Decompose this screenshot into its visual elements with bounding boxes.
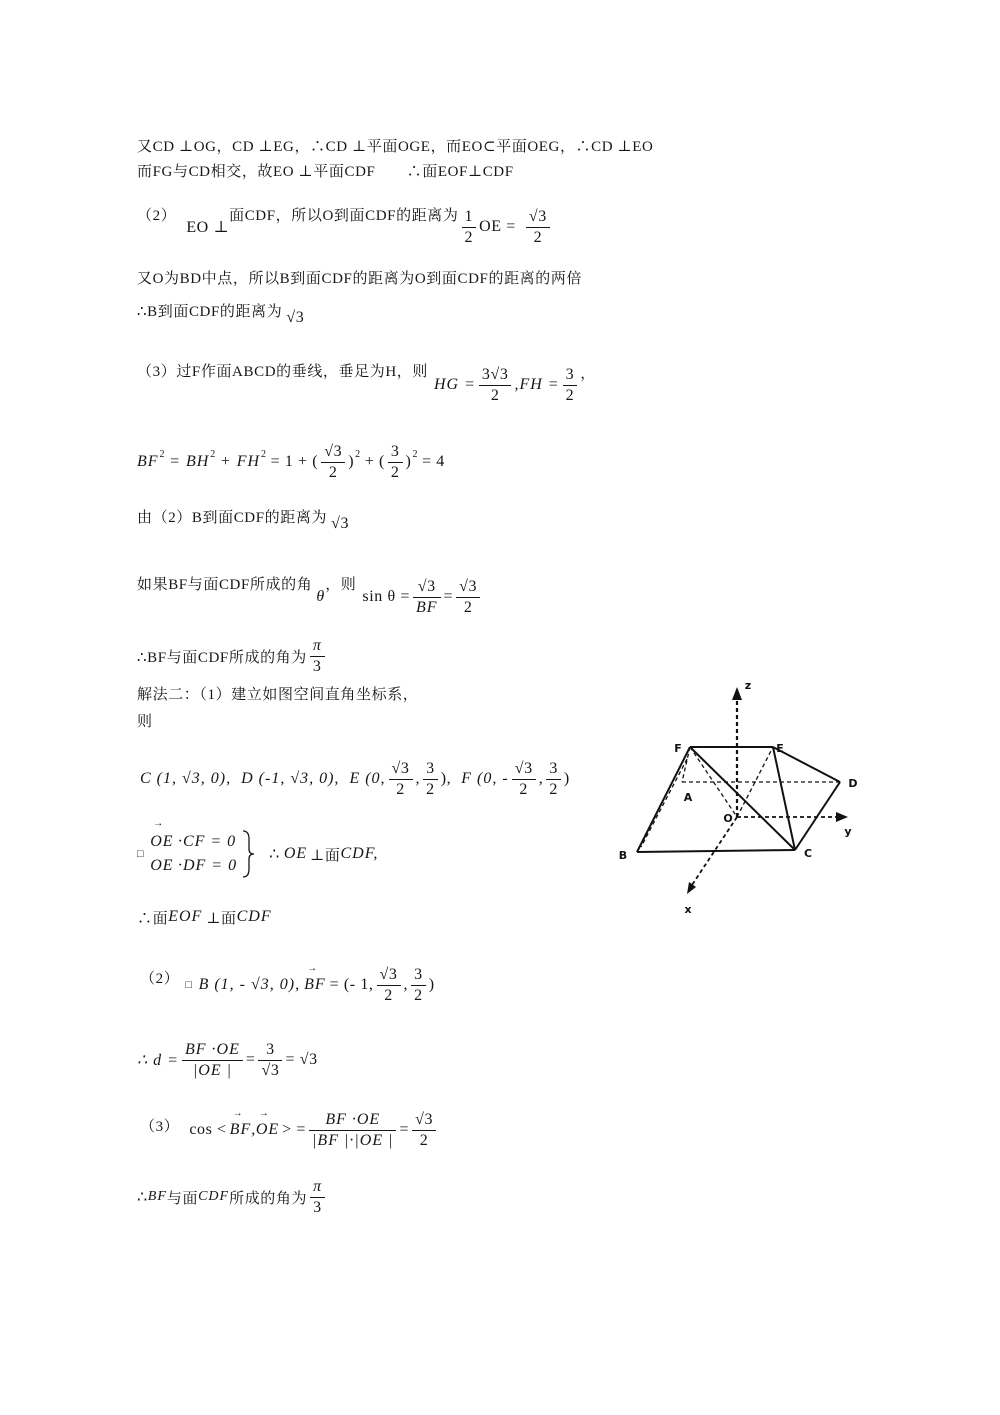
denominator: 2: [563, 385, 578, 405]
denominator: 2: [526, 227, 550, 247]
distance-equation: [137, 1035, 318, 1085]
edge-ab-hidden: [641, 759, 687, 847]
numerator: √3: [459, 577, 478, 595]
heading-text: 解法二：（1）建立如图空间直角坐标系，: [137, 686, 419, 703]
plane-name: CDF,: [340, 845, 379, 862]
numerator: √3: [514, 759, 533, 777]
term: = BH: [169, 453, 210, 470]
solution2-part3: [140, 1105, 439, 1155]
statement-text: 由（2）B到面CDF的距离为: [137, 509, 328, 526]
numerator: √3: [417, 577, 436, 595]
denominator: 2: [423, 779, 438, 799]
cos-text: cos <: [189, 1121, 227, 1138]
distance-lhs: ∴ d =: [137, 1052, 179, 1069]
point-f-prefix: F (0, -: [461, 770, 509, 787]
point-d: D (-1, √3, 0),: [241, 770, 340, 787]
statement-text: 面CDF，所以O到面CDF的距离为: [229, 207, 459, 224]
numerator: 3: [426, 759, 435, 777]
solution1-part3: [137, 360, 596, 410]
perp-plane: ⊥面: [310, 847, 341, 864]
term: + (: [364, 453, 385, 470]
solid-edges: [637, 747, 840, 852]
label-a: A: [683, 791, 693, 804]
geometry-figure: [610, 675, 870, 920]
numerator: π: [312, 636, 322, 654]
statement-text: 又O为BD中点，所以B到面CDF的距离为O到面CDF的距离的两倍: [137, 270, 583, 287]
x-arrow-icon: [687, 882, 696, 894]
denominator: |OE |: [182, 1060, 243, 1080]
numerator: √3: [379, 965, 398, 983]
numerator: BF ·OE: [184, 1040, 240, 1058]
right-brace-icon: [241, 829, 255, 879]
solution1-line2: [137, 160, 514, 180]
point-b: B (1, - √3, 0),: [198, 976, 301, 993]
numerator: 3: [266, 1040, 275, 1058]
plane-cdf: CDF: [198, 1189, 230, 1204]
dot-product-rest: ·CF = 0: [177, 833, 237, 851]
vector-oe: OE: [150, 857, 174, 874]
label-y: y: [844, 825, 852, 838]
label-f: F: [674, 742, 682, 755]
solution1-line4: [137, 267, 582, 287]
solution2-line15: [137, 905, 272, 929]
label-c: C: [803, 847, 813, 860]
statement-text: ∴BF与面CDF所成的角为: [137, 649, 307, 666]
denominator: 2: [512, 779, 536, 799]
term: BF: [137, 453, 159, 470]
oe-equals: OE =: [479, 218, 516, 235]
edge-bf: [637, 747, 690, 852]
comma: ,: [251, 1121, 256, 1138]
point-c: C (1, √3, 0),: [140, 770, 232, 787]
plane-text: 与面: [166, 1190, 199, 1207]
denominator: 2: [412, 1130, 436, 1150]
edge-dc: [795, 782, 840, 850]
exponent: 2: [412, 448, 419, 460]
numerator: 3: [414, 965, 423, 983]
equals: =: [443, 588, 454, 605]
fraction: [389, 760, 413, 798]
label-e: E: [776, 742, 784, 755]
theta-symbol: θ: [316, 588, 326, 605]
denominator: BF: [413, 597, 441, 617]
denominator: 3: [310, 656, 325, 676]
exponent: 2: [210, 448, 216, 460]
denominator: 2: [411, 985, 426, 1005]
exponent: 2: [159, 448, 166, 460]
solution2-then: [137, 710, 153, 730]
vector-equals: = (- 1,: [329, 976, 374, 993]
numerator: √3: [415, 1110, 434, 1128]
vector-bf: → BF: [304, 976, 326, 994]
numerator: √3: [324, 442, 343, 460]
plane-eof: EOF: [168, 908, 203, 925]
system-row-1: [150, 830, 237, 854]
z-arrow-icon: [732, 687, 742, 700]
statement-text: 而FG与CD相交，故EO ⊥平面CDF ∴面EOF⊥CDF: [137, 163, 514, 180]
edge-fc: [690, 747, 795, 850]
term: = 4: [422, 453, 445, 470]
solution1-line10: [137, 636, 328, 676]
fraction: [456, 578, 480, 616]
numerator: 3: [565, 365, 575, 383]
solution2-line19: [137, 1175, 328, 1219]
part-label: （3）: [140, 1118, 180, 1135]
equation-system: [150, 830, 237, 878]
plane-cdf: CDF: [236, 908, 272, 925]
numerator: √3: [528, 207, 547, 225]
edge-fa: [682, 747, 690, 782]
denominator: 2: [546, 779, 561, 799]
fraction-result: [526, 208, 550, 246]
solution2-part2: [140, 960, 435, 1010]
part-label: （3）: [137, 363, 177, 380]
numerator: BF ·OE: [325, 1110, 381, 1128]
fraction: [546, 760, 561, 798]
comma: ，: [580, 365, 596, 382]
equals: =: [399, 1121, 410, 1138]
then-text: ，则: [325, 576, 357, 593]
y-arrow-icon: [836, 812, 848, 822]
therefore: ∴: [137, 1189, 148, 1206]
denominator: 2: [456, 597, 480, 617]
sin-lhs: sin θ =: [362, 588, 410, 605]
part-label: （2）: [140, 970, 180, 987]
denominator: 2: [321, 462, 345, 482]
term: ): [348, 453, 355, 470]
eo-perp-text: EO ⊥: [186, 219, 230, 236]
denominator: 3: [310, 1197, 325, 1217]
vector-oe: → OE: [256, 1121, 279, 1139]
system-row-2: [150, 854, 237, 878]
distance-value: √3: [286, 309, 305, 326]
denominator: √3: [258, 1060, 282, 1080]
separator: ,: [403, 976, 409, 993]
edge-ec: [773, 747, 795, 850]
fraction: [412, 1111, 436, 1149]
denominator: 2: [388, 462, 403, 482]
coordinates-line: [140, 756, 570, 802]
angle-fraction: [310, 637, 325, 675]
fraction: [388, 443, 403, 481]
point-e-suffix: ),: [440, 770, 452, 787]
statement-text: 如果BF与面CDF所成的角: [137, 576, 313, 593]
denominator: 2: [479, 385, 512, 405]
numerator: 3: [390, 442, 400, 460]
term: ): [405, 453, 412, 470]
equals: =: [245, 1051, 256, 1068]
fraction: [512, 760, 536, 798]
result: = √3: [285, 1051, 318, 1068]
statement-text: 过F作面ABCD的垂线，垂足为H，则: [176, 363, 428, 380]
label-x: x: [684, 903, 692, 916]
fraction: [411, 966, 426, 1004]
distance-value: √3: [331, 515, 350, 532]
fh-lhs: ,FH =: [514, 376, 560, 393]
dot-product-rest: ·DF = 0: [177, 857, 238, 874]
perp-plane: ⊥面: [206, 910, 237, 927]
bf-squared-equation: [137, 437, 445, 487]
hg-lhs: HG =: [433, 376, 476, 393]
label-o: O: [723, 812, 733, 825]
term: = 1 + (: [270, 453, 319, 470]
part-label: （2）: [137, 207, 177, 224]
denominator: |BF |·|OE |: [309, 1130, 396, 1150]
label-d: D: [848, 777, 858, 790]
solution1-part2: [137, 199, 553, 255]
solution1-line9: [137, 572, 483, 622]
fraction-hg: [479, 366, 512, 404]
therefore-plane: ∴面: [137, 910, 169, 927]
therefore: ∴: [269, 846, 280, 863]
line-bf: BF: [147, 1189, 167, 1204]
separator: ,: [415, 770, 421, 787]
point-e-prefix: E (0,: [349, 770, 386, 787]
close-paren: ): [428, 976, 435, 993]
statement-text: ∴B到面CDF的距离为: [137, 303, 283, 320]
missing-glyph-box: □: [185, 979, 193, 991]
term: + FH: [219, 453, 261, 470]
exponent: 2: [355, 448, 361, 460]
solution1-line8: [137, 506, 349, 534]
angle-text: 所成的角为: [229, 1190, 308, 1207]
fraction: [413, 578, 441, 616]
denominator: 2: [389, 779, 413, 799]
vector-oe: → OE: [150, 830, 173, 853]
vector-name: OE: [283, 845, 308, 862]
exponent: 2: [261, 448, 267, 460]
numerator: √3: [391, 759, 410, 777]
fraction: [423, 760, 438, 798]
numerator: 3√3: [481, 365, 509, 383]
fraction-fh: [563, 366, 578, 404]
close-angle-equals: > =: [282, 1121, 307, 1138]
vector-bf: → BF: [230, 1121, 252, 1139]
label-z: z: [744, 679, 752, 692]
statement-text: 又CD ⊥OG，CD ⊥EG，∴CD ⊥平面OGE，而EO⊂平面OEG，∴CD ⊥EO: [137, 138, 654, 155]
numerator: 3: [549, 759, 558, 777]
fraction: [377, 966, 401, 1004]
denominator: 2: [377, 985, 401, 1005]
label-b: B: [618, 849, 628, 862]
numerator: π: [313, 1177, 323, 1195]
fraction: [321, 443, 345, 481]
then-text: 则: [137, 713, 153, 730]
solution1-line1: [137, 135, 653, 155]
edge-cb: [637, 850, 795, 852]
numerator: 1: [464, 207, 474, 225]
solution1-line5: [137, 300, 304, 328]
angle-fraction: [310, 1178, 325, 1216]
separator: ,: [538, 770, 544, 787]
fraction: [309, 1111, 396, 1149]
perpendicular-system: [137, 827, 378, 881]
fraction: [258, 1041, 282, 1079]
missing-glyph-box: □: [137, 848, 145, 860]
solution2-heading: [137, 683, 418, 703]
fraction: [182, 1041, 243, 1079]
point-f-suffix: ): [563, 770, 570, 787]
denominator: 2: [462, 227, 477, 247]
fraction-half: [462, 208, 477, 246]
